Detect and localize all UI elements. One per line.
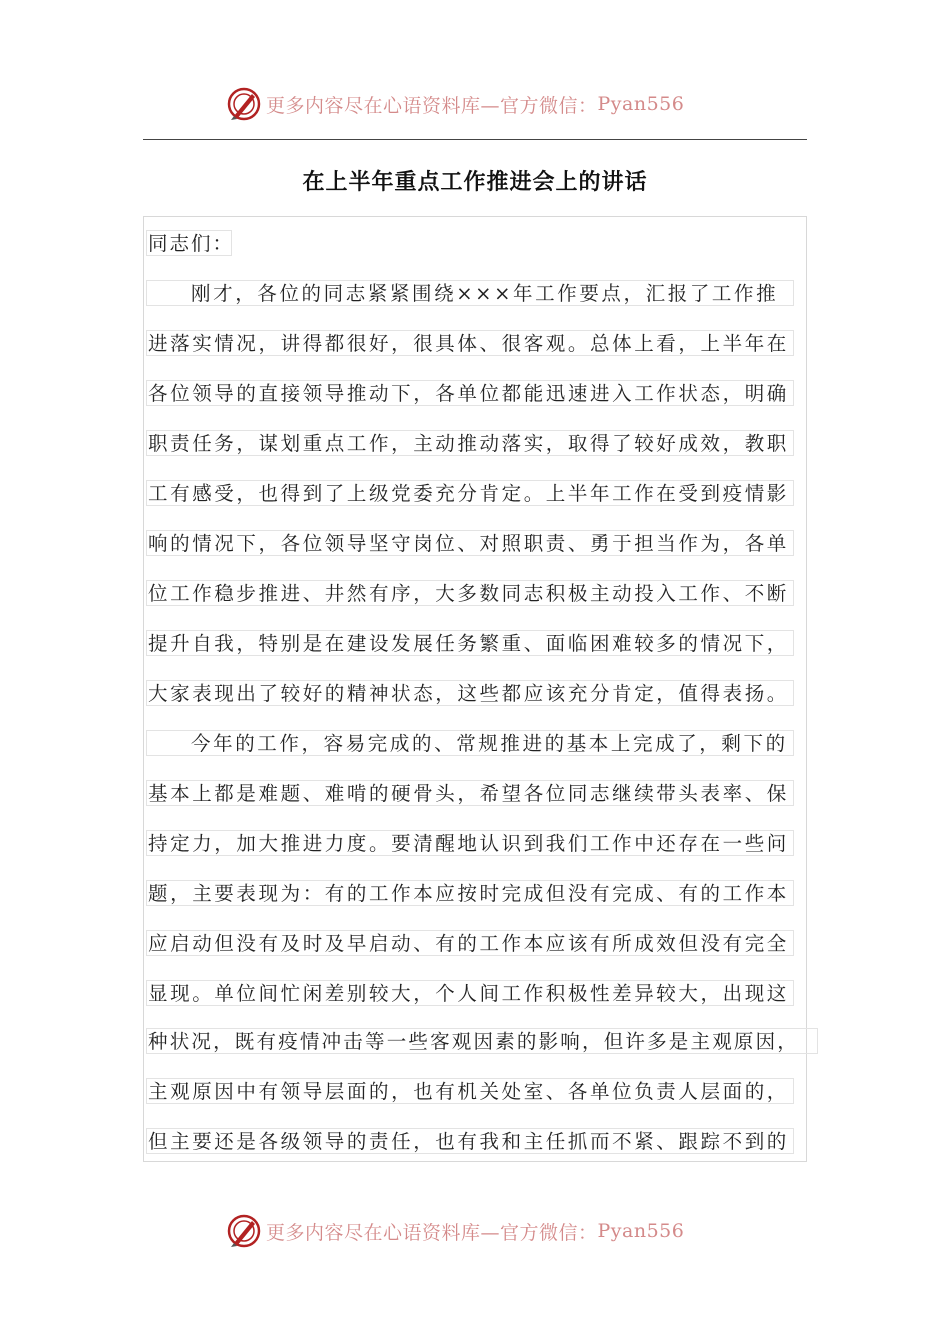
- text-line: 基本上都是难题、难啃的硬骨头，希望各位同志继续带头表率、保: [146, 780, 794, 806]
- watermark-wechat-id: Pyan556: [597, 93, 685, 115]
- text-line: 刚才，各位的同志紧紧围绕×××年工作要点，汇报了工作推: [146, 280, 794, 306]
- pen-logo-icon: [226, 86, 262, 122]
- watermark-text: 更多内容尽在心语资料库—官方微信：: [266, 94, 598, 117]
- document-title: 在上半年重点工作推进会上的讲话: [302, 170, 648, 195]
- text-line: 题，主要表现为：有的工作本应按时完成但没有完成、有的工作本: [146, 880, 794, 906]
- header-rule: [143, 139, 807, 140]
- text-line: 但主要还是各级领导的责任，也有我和主任抓而不紧、跟踪不到的: [146, 1128, 794, 1154]
- text-line: 位工作稳步推进、井然有序，大多数同志积极主动投入工作、不断: [146, 580, 794, 606]
- text-line: 显现。单位间忙闲差别较大，个人间工作积极性差异较大，出现这: [146, 980, 794, 1006]
- footer-watermark: [0, 1211, 950, 1251]
- text-line: 各位领导的直接领导推动下，各单位都能迅速进入工作状态，明确: [146, 380, 794, 406]
- header-watermark: [0, 84, 950, 124]
- text-line: 职责任务，谋划重点工作，主动推动落实，取得了较好成效，教职: [146, 430, 794, 456]
- watermark-text: 更多内容尽在心语资料库—官方微信：: [266, 1221, 598, 1244]
- greeting-line: 同志们：: [148, 232, 235, 255]
- text-line: 大家表现出了较好的精神状态，这些都应该充分肯定，值得表扬。: [146, 680, 794, 706]
- text-line: 应启动但没有及时及早启动、有的工作本应该有所成效但没有完全: [146, 930, 794, 956]
- text-line: 持定力，加大推进力度。要清醒地认识到我们工作中还存在一些问: [146, 830, 794, 856]
- text-line: 响的情况下，各位领导坚守岗位、对照职责、勇于担当作为，各单: [146, 530, 794, 556]
- text-line: 主观原因中有领导层面的，也有机关处室、各单位负责人层面的，: [146, 1078, 794, 1104]
- text-line: 今年的工作，容易完成的、常规推进的基本上完成了，剩下的: [146, 730, 794, 756]
- text-line: 进落实情况，讲得都很好，很具体、很客观。总体上看，上半年在: [146, 330, 794, 356]
- pen-logo-icon: [226, 1213, 262, 1249]
- text-line: 工有感受，也得到了上级党委充分肯定。上半年工作在受到疫情影: [146, 480, 794, 506]
- text-line: 种状况，既有疫情冲击等一些客观因素的影响，但许多是主观原因，: [146, 1028, 818, 1054]
- text-line: 提升自我，特别是在建设发展任务繁重、面临困难较多的情况下，: [146, 630, 794, 656]
- watermark-wechat-id: Pyan556: [597, 1220, 685, 1242]
